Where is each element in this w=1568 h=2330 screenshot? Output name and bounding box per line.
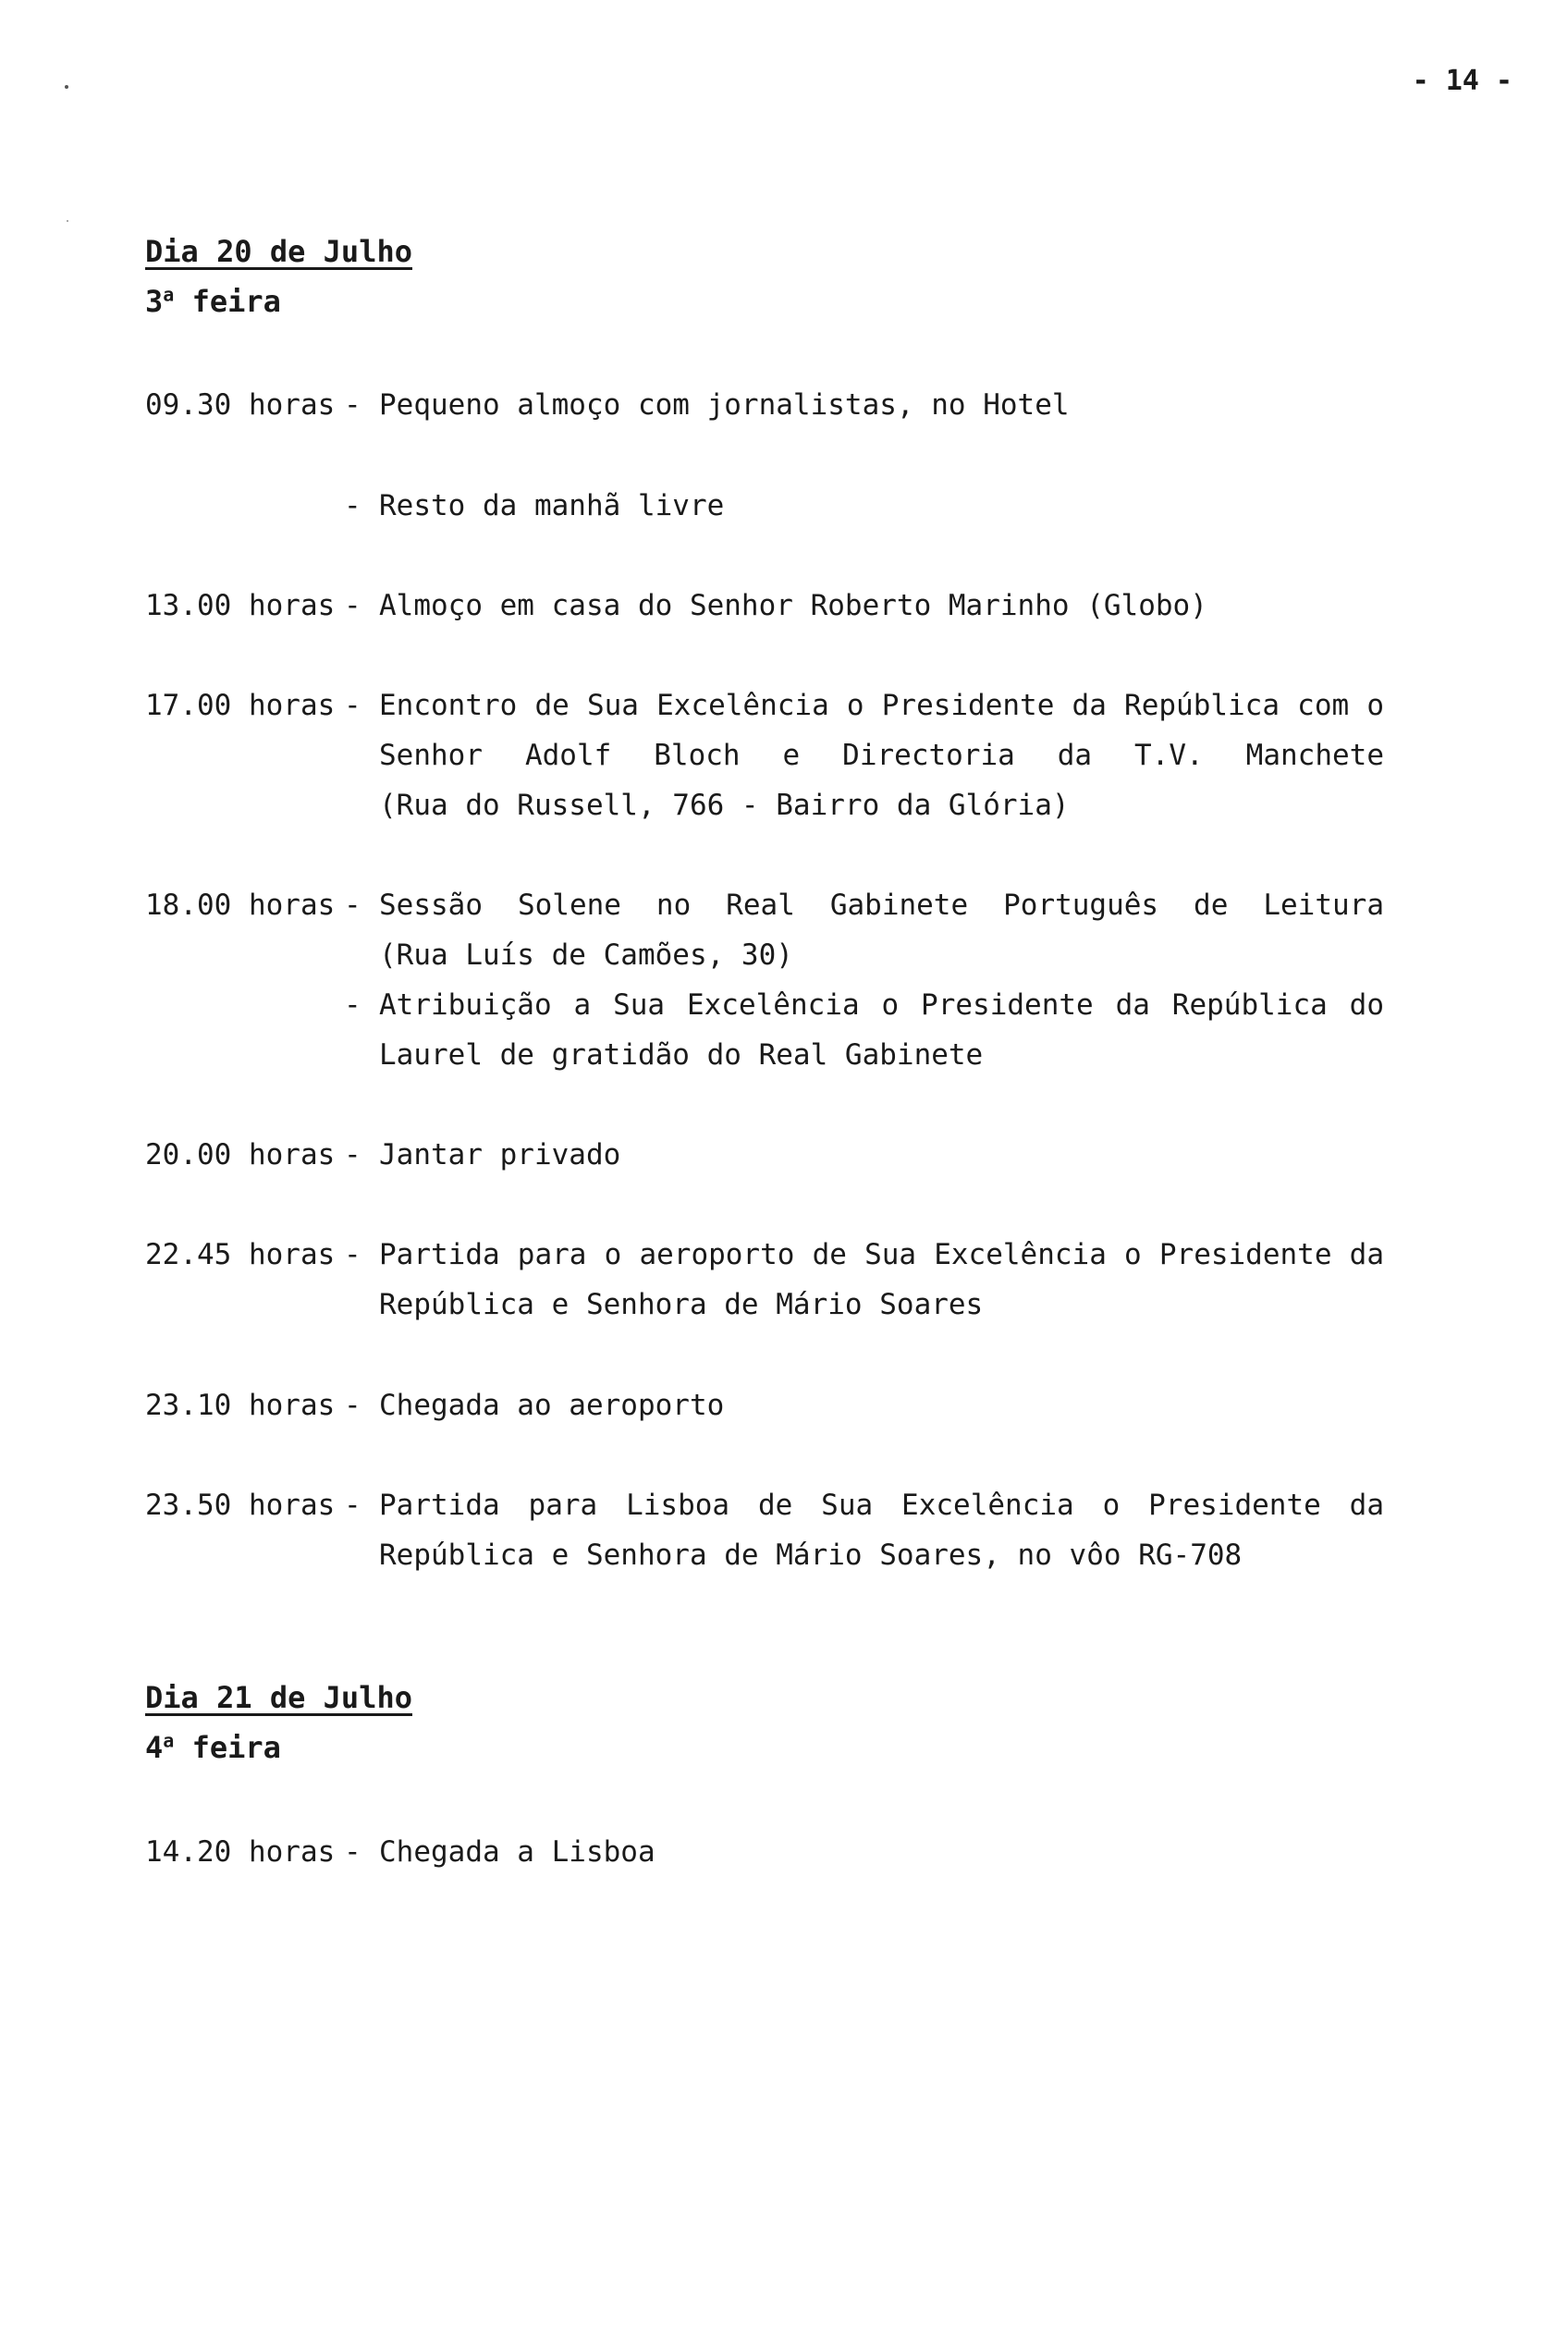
entry-item xyxy=(344,1827,1384,1877)
item-dash: - xyxy=(344,388,361,422)
entry-line: Atribuição a Sua Excelência o Presidente da República do xyxy=(379,988,1384,1022)
item-dash: - xyxy=(344,489,361,522)
entry-line: Pequeno almoço com jornalistas, no Hotel xyxy=(379,388,1070,422)
entry-time: 23.50 horas xyxy=(145,1489,336,1522)
scan-dot xyxy=(65,85,68,89)
entry-description xyxy=(344,380,1384,430)
weekday-number: 4 xyxy=(145,1730,164,1765)
entry-item xyxy=(344,1380,1384,1430)
entry-line: Encontro de Sua Excelência o Presidente da República com o xyxy=(379,689,1384,722)
entry-time: 18.00 horas xyxy=(145,889,336,922)
entry-time: 13.00 horas xyxy=(145,589,336,622)
entry-line: República e Senhora de Mário Soares, no vôo RG-708 xyxy=(379,1539,1243,1572)
entry-item xyxy=(344,1130,1384,1180)
entry-line: Chegada ao aeroporto xyxy=(379,1389,725,1422)
item-dash: - xyxy=(344,589,361,622)
item-dash: - xyxy=(344,1138,361,1171)
entry-description xyxy=(344,681,1384,830)
entry-line: (Rua do Russell, 766 - Bairro da Glória) xyxy=(379,789,1070,822)
item-dash: - xyxy=(344,1489,361,1522)
entry-description xyxy=(344,1130,1384,1180)
entry-line: (Rua Luís de Camões, 30) xyxy=(379,938,793,972)
entry-description xyxy=(344,1230,1384,1330)
weekday xyxy=(145,283,412,320)
entry-description xyxy=(344,880,1384,1080)
weekday-word: feira xyxy=(191,284,281,319)
entry-description xyxy=(344,1380,1384,1430)
entry-item xyxy=(344,880,1384,980)
entry-time: 17.00 horas xyxy=(145,689,336,722)
entry-line: Jantar privado xyxy=(379,1138,621,1171)
day-heading-20 xyxy=(145,233,412,320)
weekday-ordinal: a xyxy=(163,1729,175,1752)
item-dash: - xyxy=(344,889,361,922)
entry-item xyxy=(344,581,1384,631)
entry-line: Almoço em casa do Senhor Roberto Marinho (Globo) xyxy=(379,589,1207,622)
item-dash: - xyxy=(344,1238,361,1271)
entry-item xyxy=(344,980,1384,1080)
item-dash: - xyxy=(344,1835,361,1869)
entry-line: Resto da manhã livre xyxy=(379,489,725,522)
entry-item xyxy=(344,380,1384,430)
day-title: Dia 20 de Julho xyxy=(145,234,412,269)
entry-description xyxy=(344,1480,1384,1580)
entry-line: Partida para o aeroporto de Sua Excelência o Presidente da xyxy=(379,1238,1384,1271)
entry-time: 14.20 horas xyxy=(145,1835,336,1869)
entry-time: 20.00 horas xyxy=(145,1138,336,1171)
entry-description xyxy=(344,481,1384,531)
scan-mark xyxy=(67,220,68,222)
item-dash: - xyxy=(344,988,361,1022)
entry-time: 09.30 horas xyxy=(145,388,336,422)
entry-item xyxy=(344,1230,1384,1330)
weekday xyxy=(145,1729,412,1766)
entry-time: 23.10 horas xyxy=(145,1389,336,1422)
day-title: Dia 21 de Julho xyxy=(145,1680,412,1715)
weekday-ordinal: a xyxy=(163,283,175,306)
item-dash: - xyxy=(344,689,361,722)
entry-item xyxy=(344,481,1384,531)
entry-line: Chegada a Lisboa xyxy=(379,1835,655,1869)
entry-line: Partida para Lisboa de Sua Excelência o Presidente da xyxy=(379,1489,1384,1522)
weekday-number: 3 xyxy=(145,284,164,319)
entry-line: República e Senhora de Mário Soares xyxy=(379,1288,984,1321)
entry-item xyxy=(344,681,1384,830)
entry-description xyxy=(344,1827,1384,1877)
page-number: - 14 - xyxy=(1412,65,1513,97)
entry-line: Senhor Adolf Bloch e Directoria da T.V. Manchete xyxy=(379,739,1384,772)
weekday-word: feira xyxy=(191,1730,281,1765)
entry-time: 22.45 horas xyxy=(145,1238,336,1271)
entry-line: Sessão Solene no Real Gabinete Português de Leitura xyxy=(379,889,1384,922)
entry-line: Laurel de gratidão do Real Gabinete xyxy=(379,1038,984,1072)
item-dash: - xyxy=(344,1389,361,1422)
entry-item xyxy=(344,1480,1384,1580)
day-heading-21 xyxy=(145,1679,412,1766)
entry-description xyxy=(344,581,1384,631)
